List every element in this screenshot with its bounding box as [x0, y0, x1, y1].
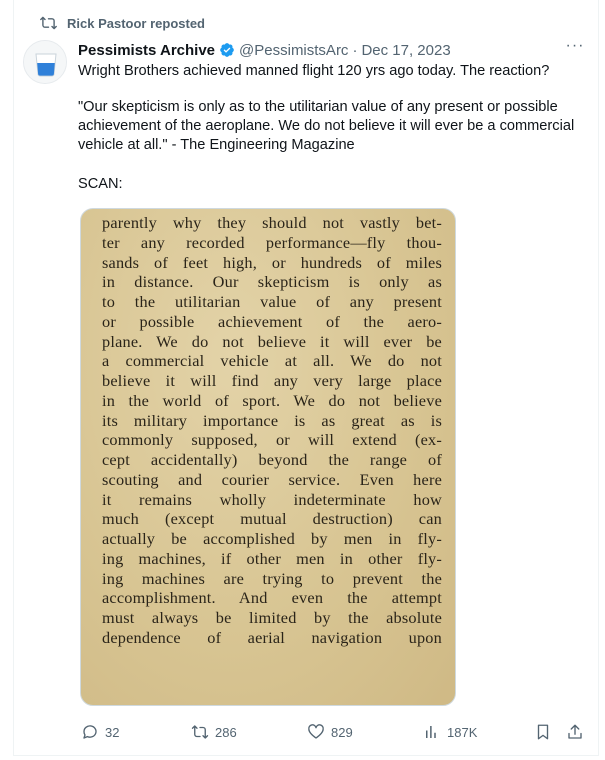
like-count: 829	[331, 724, 353, 740]
reply-count: 32	[105, 724, 120, 740]
verified-badge-icon	[219, 42, 235, 58]
repost-count: 286	[215, 724, 237, 740]
scan-line: much (except mutual destruction) can	[102, 509, 442, 529]
scan-line: accomplishment. And even the attempt	[102, 588, 442, 608]
scan-line: parently why they should not vastly bet-	[102, 213, 442, 232]
scan-line: in distance. Our skepticism is only as	[102, 272, 442, 292]
scan-line: ing machines, if other men in other fly-	[102, 548, 442, 568]
tweet-text-scan-label: SCAN:	[78, 176, 123, 192]
reply-icon	[81, 723, 99, 741]
views-count: 187K	[447, 724, 478, 740]
scan-text	[102, 213, 442, 648]
scan-line: to the utilitarian value of any present	[102, 292, 442, 311]
scan-line: cept accidentally) beyond the range of	[102, 450, 442, 469]
repost-icon	[40, 16, 57, 30]
scan-line: in the world of sport. We do not believe	[102, 390, 442, 410]
action-bar	[78, 722, 586, 742]
tweet-header	[78, 39, 605, 61]
scan-line: its military importance is as great as is	[102, 410, 442, 430]
avatar[interactable]	[23, 40, 67, 84]
repost-button[interactable]	[191, 722, 237, 742]
scan-line: sands of feet high, or hundreds of miles	[102, 252, 442, 272]
bookmark-icon	[534, 723, 552, 741]
repost-action-icon	[191, 723, 209, 741]
repost-context[interactable]	[40, 13, 205, 33]
more-icon[interactable]: ···	[565, 37, 585, 54]
scan-line: it remains wholly indeterminate how	[102, 489, 442, 509]
reply-button[interactable]	[81, 722, 119, 742]
scan-line: believe it will find any very large place	[102, 371, 442, 390]
bookmark-button[interactable]	[534, 722, 552, 742]
like-button[interactable]	[307, 722, 353, 742]
tweet-text-quote: "Our skepticism is only as to the utilitarian value of any present or possible achievement of the aeroplane. We do not believe it will ever be a commercial vehicle at all." - The Engineering Magazine	[78, 99, 575, 153]
scan-line: or possible achievement of the aero-	[102, 311, 442, 331]
share-icon	[566, 723, 584, 741]
views-button[interactable]	[423, 722, 477, 742]
scan-line: commonly supposed, or will extend (ex-	[102, 430, 442, 450]
author-name[interactable]: Pessimists Archive	[78, 41, 216, 59]
scan-line: a commercial vehicle at all. We do not	[102, 351, 442, 371]
author-handle[interactable]: @PessimistsArc	[239, 41, 349, 59]
scan-line: ing machines are trying to prevent the	[102, 568, 442, 588]
repost-label: Rick Pastoor reposted	[67, 15, 205, 31]
share-button[interactable]	[566, 722, 584, 742]
views-icon	[423, 723, 441, 741]
scan-line: scouting and courier service. Even here	[102, 469, 442, 489]
scan-line: must always be limited by the absolute	[102, 608, 442, 627]
scan-line: plane. We do not believe it will ever be	[102, 331, 442, 351]
tweet-text-line-1: Wright Brothers achieved manned flight 120 yrs ago today. The reaction?	[78, 63, 550, 79]
scan-line: ter any recorded performance—fly thou-	[102, 232, 442, 252]
like-icon	[307, 723, 325, 741]
separator-dot: ·	[352, 41, 358, 59]
tweet-date[interactable]: Dec 17, 2023	[361, 41, 451, 59]
scan-line: dependence of aerial navigation upon	[102, 627, 442, 647]
scan-line: actually be accomplished by men in fly-	[102, 529, 442, 548]
scan-image[interactable]	[80, 208, 456, 706]
